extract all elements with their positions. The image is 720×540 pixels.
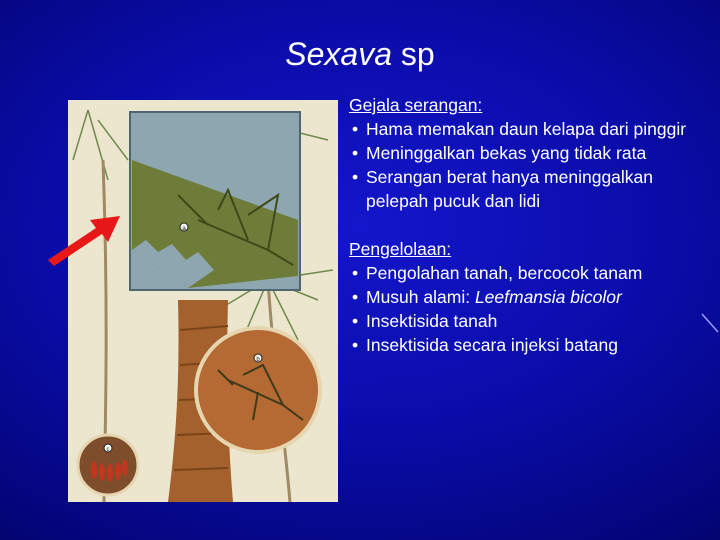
bullet-dot: •: [352, 287, 359, 307]
title-genus: Sexava: [285, 36, 393, 72]
bullet-item-text: Pengolahan tanah, bercocok tanam: [366, 263, 643, 283]
section-gap: [349, 213, 709, 237]
bullet-item-text: [366, 285, 709, 309]
bullet-item-text: Serangan berat hanya meninggalkan pelepah pucuk dan lidi: [366, 167, 654, 211]
slide-title: [0, 34, 720, 74]
bullet-item: [349, 333, 709, 357]
bullet-item-text: Hama memakan daun kelapa dari pinggir: [366, 119, 687, 139]
bullet-dot: •: [352, 335, 359, 355]
bullet-item: [349, 165, 709, 213]
bullet-dot: •: [352, 263, 359, 283]
bullet-item: [349, 285, 709, 309]
bullet-item-text: Insektisida secara injeksi batang: [366, 335, 618, 355]
bullet-item: [349, 309, 709, 333]
bullet-item: [349, 261, 709, 285]
bullet-dot: •: [352, 311, 359, 331]
species-name: Leefmansia bicolor: [474, 287, 622, 307]
bullet-item: [349, 117, 709, 141]
bullet-item: [349, 141, 709, 165]
marker-c: c: [106, 447, 110, 453]
trunk-circle-inset: [196, 328, 320, 452]
bullet-dot: •: [352, 167, 359, 187]
natural-enemy-label: Musuh alami:: [366, 287, 475, 307]
bullet-text-block: [349, 93, 709, 357]
bullet-dot: •: [352, 143, 359, 163]
red-arrow-icon: [44, 212, 126, 272]
bullet-item-text: Meninggalkan bekas yang tidak rata: [366, 143, 647, 163]
marker-a: a: [182, 226, 186, 232]
bullet-item-text: Insektisida tanah: [366, 311, 498, 331]
sexava-illustration: [68, 100, 338, 502]
bullet-dot: •: [352, 119, 359, 139]
section-heading-pengelolaan: Pengelolaan:: [349, 239, 452, 259]
section-heading-gejala: Gejala serangan:: [349, 95, 483, 115]
title-suffix: sp: [392, 36, 435, 72]
marker-b: b: [256, 357, 260, 363]
